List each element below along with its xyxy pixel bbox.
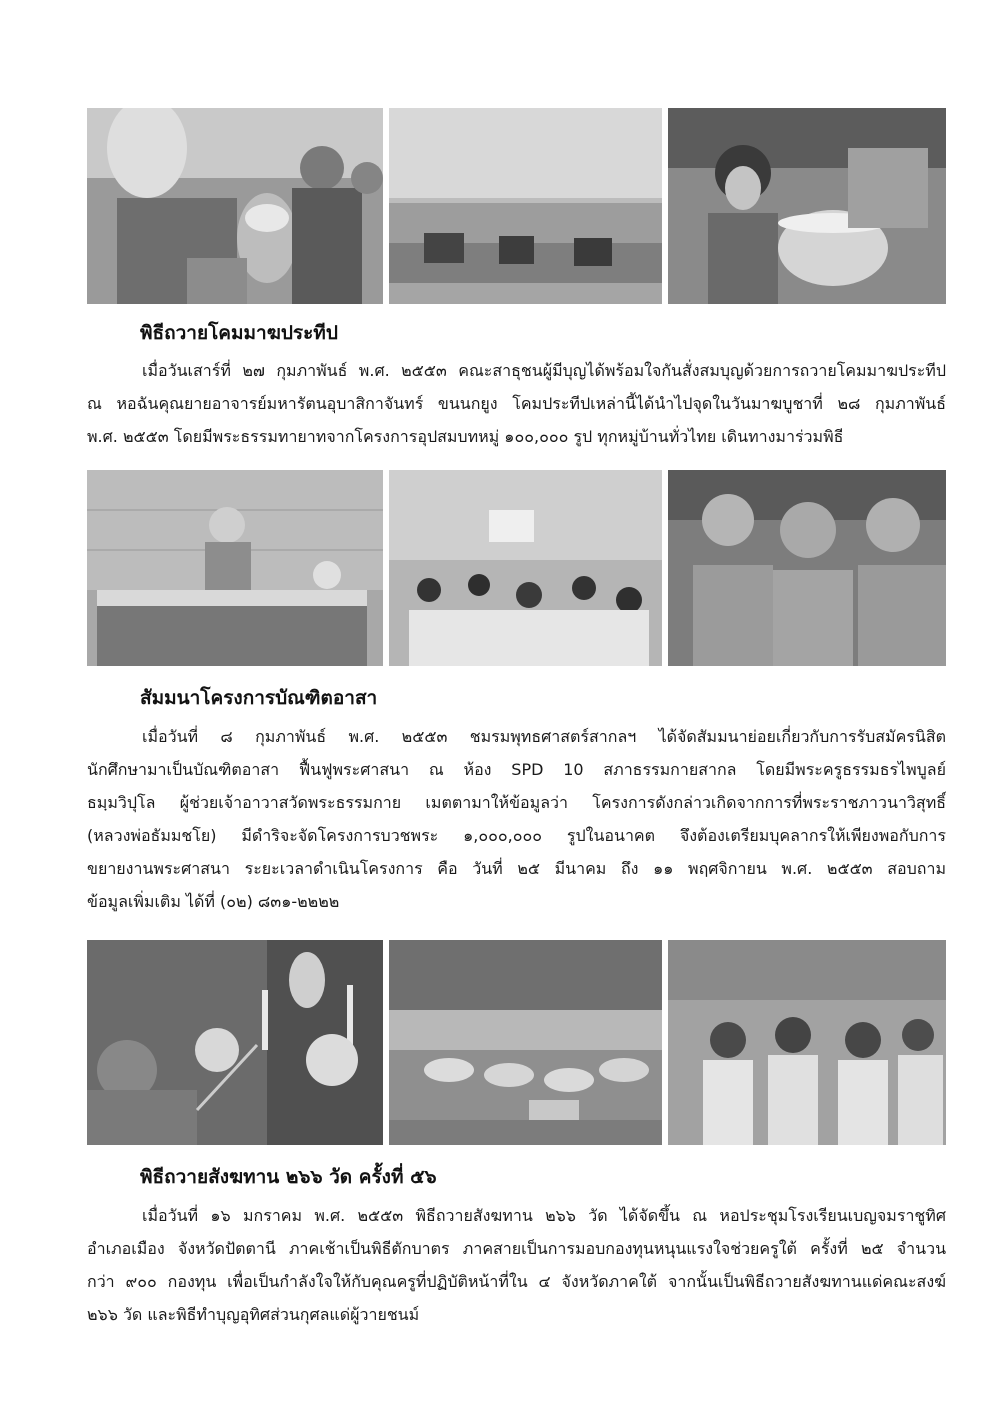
photo-monks-seated — [668, 470, 946, 666]
paragraph-line: นักศึกษามาเป็นบัณฑิตอาสา ฟื้นฟูพระศาสนา ณ ห้อง SPD 10 สภาธรรมกายสากล โดยมีพระครูธรรมธรไพบูลย์ — [87, 760, 946, 779]
paragraph-line: ๒๖๖ วัด และพิธีทำบุญอุทิศส่วนกุศลแด่ผู้วายชนม์ — [87, 1305, 420, 1324]
paragraph-line: อำเภอเมือง จังหวัดปัตตานี ภาคเช้าเป็นพิธีตักบาตร ภาคสายเป็นการมอบกองทุนหนุนแรงใจช่วยครูใต้ ครั้งที่ ๒๕ จำนวน — [87, 1239, 946, 1258]
paragraph-line: กว่า ๙๐๐ กองทุน เพื่อเป็นกำลังใจให้กับคุณครูที่ปฏิบัติหน้าที่ใน ๔ จังหวัดภาคใต้ จากนั้นเป็นพิธีถวายสังฆทานแด่คณะสงฆ์ — [87, 1272, 946, 1291]
paragraph-line: เมื่อวันที่ ๑๖ มกราคม พ.ศ. ๒๕๕๓ พิธีถวายสังฆทาน ๒๖๖ วัด ได้จัดขึ้น ณ หอประชุมโรงเรียนเบญจมราชูทิศ — [142, 1206, 946, 1225]
section-title-seminar: สัมมนาโครงการบัณฑิตอาสา — [140, 687, 378, 709]
paragraph-line: ณ หอฉันคุณยายอาจารย์มหารัตนอุบาสิกาจันทร์ ขนนกยูง โคมประทีปเหล่านี้ได้นำไปจุดในวันมาฆบูชาที่ ๒๘ กุมภาพันธ์ — [87, 394, 946, 413]
paragraph-line: เมื่อวันเสาร์ที่ ๒๗ กุมภาพันธ์ พ.ศ. ๒๕๕๓ คณะสาธุชนผู้มีบุญได้พร้อมใจกันสั่งสมบุญด้วยการถวายโคมมาฆประทีป — [142, 361, 946, 380]
photo-monks-lanterns — [87, 108, 383, 304]
paragraph-line: เมื่อวันที่ ๘ กุมภาพันธ์ พ.ศ. ๒๕๕๓ ชมรมพุทธศาสตร์สากลฯ ได้จัดสัมมนาย่อยเกี่ยวกับการรับสมัครนิสิต — [142, 727, 946, 746]
photo-row-2 — [87, 470, 946, 666]
paragraph-seminar — [87, 720, 946, 918]
section-title-sanghadana: พิธีถวายสังฆทาน ๒๖๖ วัด ครั้งที่ ๕๖ — [140, 1166, 437, 1188]
photo-students-praying — [668, 940, 946, 1145]
photo-row-1 — [87, 108, 946, 304]
photo-prostrating-crowd — [389, 940, 662, 1145]
section-title-lantern: พิธีถวายโคมมาฆประทีป — [140, 322, 338, 344]
paragraph-line: ธมฺมวิปุโล ผู้ช่วยเจ้าอาวาสวัดพระธรรมกาย เมตตามาให้ข้อมูลว่า โครงการดังกล่าวเกิดจากการที่พระราชภาวนาวิสุทธิ์ — [87, 793, 946, 812]
paragraph-line: ข้อมูลเพิ่มเติม ได้ที่ (๐๒) ๘๓๑-๒๒๒๒ — [87, 892, 340, 911]
paragraph-line: (หลวงพ่อธัมมชโย) มีดำริจะจัดโครงการบวชพระ ๑,๐๐๐,๐๐๐ รูปในอนาคต จึงต้องเตรียมบุคลากรให้เพียงพอกับการ — [87, 826, 946, 845]
photo-seminar-audience — [389, 470, 662, 666]
photo-crowd-hall — [389, 108, 662, 304]
paragraph-sanghadana — [87, 1199, 946, 1331]
photo-monk-speaker — [87, 470, 383, 666]
photo-monk-lighting-candles — [87, 940, 383, 1145]
paragraph-lantern — [87, 354, 946, 453]
photo-praying-bowl — [668, 108, 946, 304]
paragraph-line: พ.ศ. ๒๕๕๓ โดยมีพระธรรมทายาทจากโครงการอุปสมบทหมู่ ๑๐๐,๐๐๐ รูป ทุกหมู่บ้านทั่วไทย เดินทางมาร่วมพิธี — [87, 427, 844, 446]
paragraph-line: ขยายงานพระศาสนา ระยะเวลาดำเนินโครงการ คือ วันที่ ๒๕ มีนาคม ถึง ๑๑ พฤศจิกายน พ.ศ. ๒๕๕๓ สอบถาม — [87, 859, 946, 878]
photo-row-3 — [87, 940, 946, 1145]
